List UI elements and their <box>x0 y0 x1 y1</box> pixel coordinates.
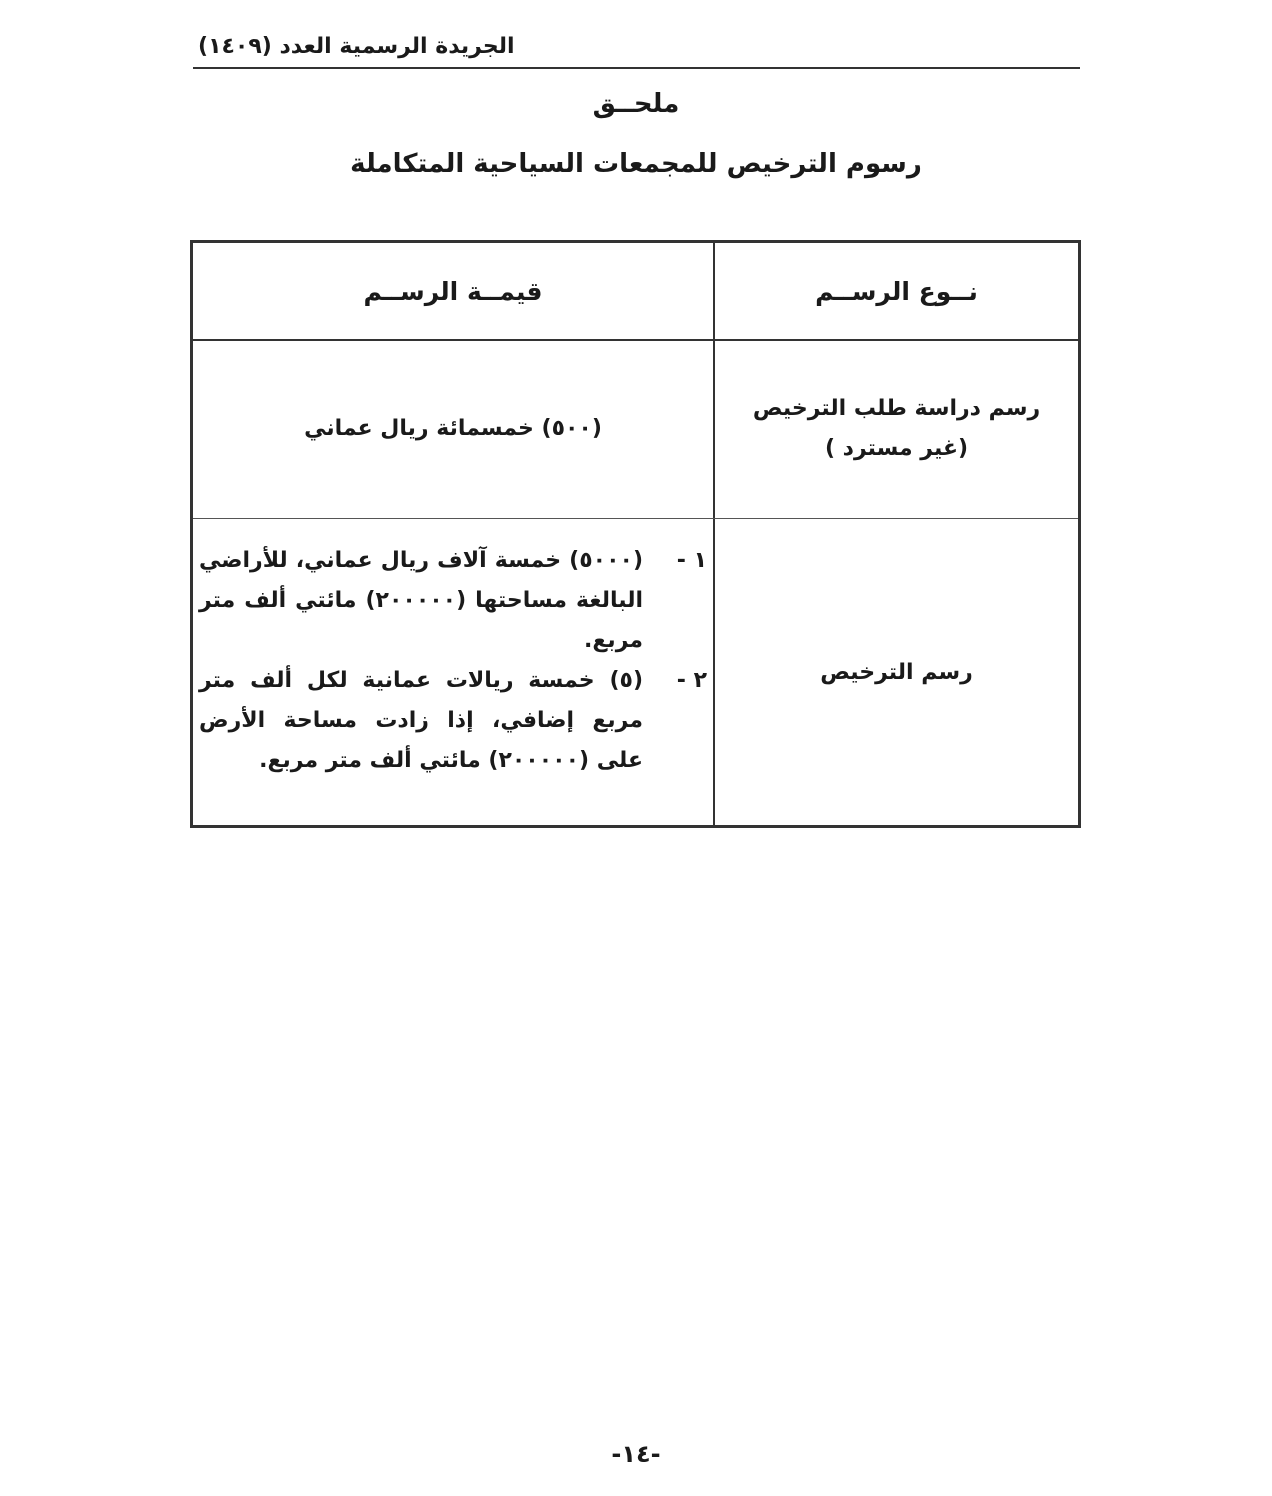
list-item <box>199 541 707 661</box>
list-item <box>199 661 707 781</box>
fee-value-header: قيمــة الرســم <box>363 276 543 306</box>
fee-value-cell <box>199 541 707 801</box>
fee-value-cell: (٥٠٠) خمسمائة ريال عماني <box>304 416 602 441</box>
fee-type-line: رسم دراسة طلب الترخيص <box>752 396 1041 421</box>
fee-type-header: نــوع الرســم <box>815 276 978 306</box>
page-number: -١٤- <box>611 1440 661 1468</box>
list-item-text: (٥٠٠٠) خمسة آلاف ريال عماني، للأراضي البالغة مساحتها (٢٠٠٠٠٠) مائتي ألف متر مربع. <box>199 548 644 653</box>
fee-table <box>190 240 1081 828</box>
header-rule <box>193 67 1080 69</box>
gazette-header: الجريدة الرسمية العدد (١٤٠٩) <box>198 34 515 59</box>
list-item-number: ٢ - <box>676 668 707 693</box>
subject-title: رسوم الترخيص للمجمعات السياحية المتكاملة <box>350 149 922 179</box>
fee-type-note: (غير مسترد ) <box>824 436 969 461</box>
list-item-number: ١ - <box>676 548 707 573</box>
annex-title: ملحــق <box>592 89 680 119</box>
fee-type-cell: رسم الترخيص <box>820 659 973 685</box>
row-divider <box>193 518 1078 519</box>
fee-type-cell <box>715 340 1078 518</box>
list-item-text: (٥) خمسة ريالات عمانية لكل ألف متر مربع إضافي، إذا زادت مساحة الأرض على (٢٠٠٠٠٠) مائتي ألف متر مربع. <box>199 668 643 773</box>
